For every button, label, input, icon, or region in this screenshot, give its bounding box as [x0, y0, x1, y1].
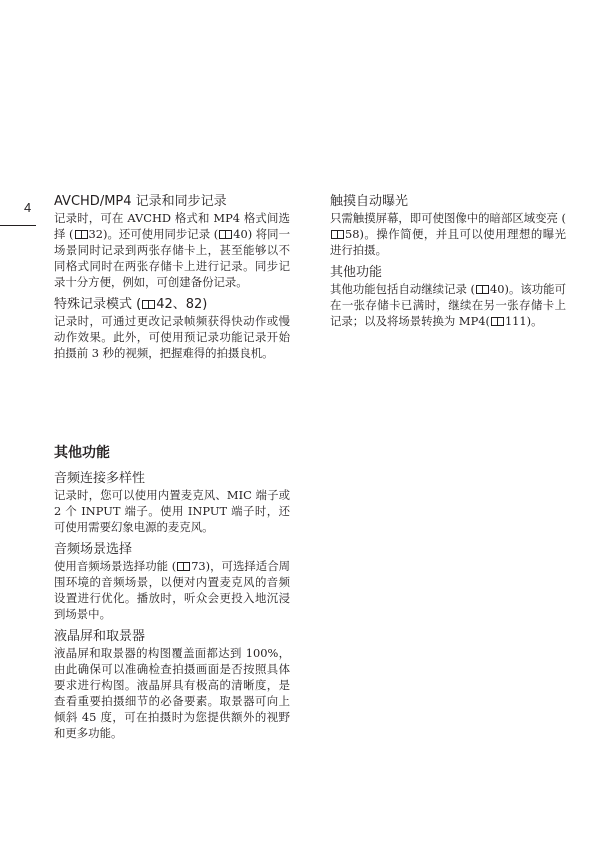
- text-part: 32)。还可使用同步记录 (: [88, 227, 219, 241]
- page-rule: [0, 225, 36, 226]
- text-part: 111)。: [504, 314, 543, 328]
- section-text-other-functions: [330, 281, 566, 329]
- left-column-lower: [54, 444, 290, 747]
- section-text-touch-ae: [330, 210, 566, 258]
- section-title-touch-ae: 触摸自动曝光: [330, 194, 409, 209]
- major-heading-other-features: 其他功能: [54, 445, 110, 461]
- text-part: 记录时，可在 AVCHD 格式和 MP4 格式间选择 (: [54, 211, 290, 241]
- text-part: 特殊记录模式 (: [54, 297, 142, 312]
- section-text-audio-scene: [54, 558, 290, 622]
- section-title-avchd-mp4: AVCHD/MP4 记录和同步记录: [54, 194, 227, 209]
- section-text-lcd-viewfinder: 液晶屏和取景器的构图覆盖面都达到 100%，由此确保可以准确检查拍摄画面是否按照具体要求进行构图。液晶屏具有极高的清晰度，是查看重要拍摄细节的必备要素。取景器可向上倾斜 45 度，可在拍摄时为您提供额外的视野和更多功能。: [54, 646, 290, 740]
- book-ref-icon: [75, 230, 88, 239]
- book-ref-icon: [331, 230, 344, 239]
- text-part: 其他功能包括自动继续记录 (: [330, 282, 475, 296]
- section-text-avchd-mp4: [54, 210, 290, 290]
- book-ref-icon: [491, 317, 504, 326]
- text-part: 使用音频场景选择功能 (: [54, 559, 177, 573]
- book-ref-icon: [177, 562, 190, 571]
- text-part: 73)，可选择适合周围环境的音频场景，以便对内置麦克风的音频设置进行优化。播放时，听众会更投入地沉浸到场景中。: [54, 559, 290, 621]
- text-part: 40)。该功能可在一张存储卡已满时，继续在另一张存储卡上记录；以及将场景转换为 MP4(: [330, 282, 566, 328]
- book-ref-icon: [476, 285, 489, 294]
- page-number: 4: [24, 200, 32, 215]
- text-part: 只需触摸屏幕，即可使图像中的暗部区域变亮 (: [330, 211, 566, 225]
- section-title-audio-scene: 音频场景选择: [54, 542, 133, 557]
- text-part: 40) 将同一场景同时记录到两张存储卡上，甚至能够以不同格式同时在两张存储卡上进行记录。同步记录十分方便，例如，可创建备份记录。: [54, 227, 290, 289]
- book-ref-icon: [219, 230, 232, 239]
- section-title-special-recording: [54, 296, 290, 313]
- book-ref-icon: [142, 300, 155, 309]
- section-title-other-functions: 其他功能: [330, 265, 383, 280]
- text-part: 42、82): [156, 297, 208, 312]
- section-text-special-recording: 记录时，可通过更改记录帧频获得快动作或慢动作效果。此外，可使用预记录功能记录开始拍摄前 3 秒的视频，把握难得的拍摄良机。: [54, 314, 290, 360]
- section-title-lcd-viewfinder: 液晶屏和取景器: [54, 629, 146, 644]
- section-title-audio-connection: 音频连接多样性: [54, 471, 146, 486]
- text-part: 58)。操作简便，并且可以使用理想的曝光进行拍摄。: [330, 227, 566, 257]
- left-column: [54, 193, 290, 367]
- section-text-audio-connection: 记录时，您可以使用内置麦克风、MIC 端子或 2 个 INPUT 端子。使用 INPUT 端子时，还可使用需要幻象电源的麦克风。: [54, 488, 290, 534]
- right-column: [330, 193, 566, 335]
